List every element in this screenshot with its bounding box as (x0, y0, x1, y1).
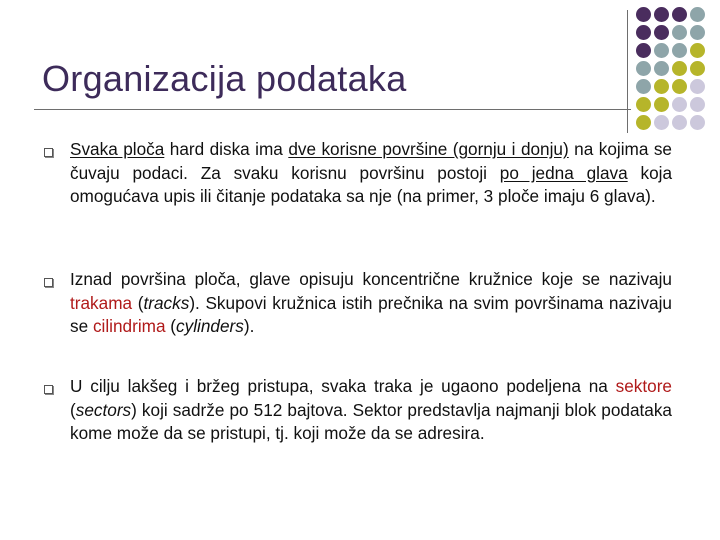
bullet-segment: cilindrima (92, 316, 166, 337)
bullet-segment: koja omogućava upis ili čitanje podataka sa nje (na primer, 3 ploče imaju 6 glava). (70, 162, 673, 207)
square-bullet-icon (44, 278, 53, 287)
decorative-dot (690, 61, 705, 76)
bullet-segment: U cilju lakšeg i bržeg pristupa, svaka traka je ugaono podeljena na (70, 376, 616, 396)
decorative-dot (654, 79, 669, 94)
decorative-dot (672, 7, 687, 22)
decorative-dot (654, 43, 669, 58)
decorative-dot (672, 43, 687, 58)
bullet-text (70, 138, 672, 209)
bullet-segment: ). (243, 316, 255, 337)
bullet-segment: na kojima se čuvaju podaci. Za svaku korisnu površinu postoji (70, 139, 672, 183)
bullet-segment: sectors (75, 399, 132, 420)
bullet-segment: ( (132, 292, 144, 313)
bullet-segment: po jedna glava (499, 162, 628, 183)
decorative-dot (654, 115, 669, 130)
decorative-dot (636, 25, 651, 40)
vertical-rule (627, 10, 628, 133)
decorative-dot (636, 115, 651, 130)
bullet-segment: cylinders (176, 316, 244, 337)
bullet-segment: Svaka ploča (70, 139, 165, 159)
decorative-dot (672, 61, 687, 76)
decorative-dot (672, 115, 687, 130)
decorative-dot (636, 7, 651, 22)
decorative-dot (636, 97, 651, 112)
decorative-dot (690, 115, 705, 130)
decorative-dot (654, 25, 669, 40)
bullet-segment: ( (165, 316, 177, 337)
bullet-segment: trakama (70, 292, 133, 313)
title-underline-rule (34, 109, 631, 110)
bullet-segment: hard diska ima (164, 139, 289, 159)
decorative-dot (690, 79, 705, 94)
decorative-dot (690, 7, 705, 22)
bullet-segment: ) koji sadrže po 512 bajtova. Sektor predstavlja najmanji blok podataka kome može da se pristupi, tj. koji može da se adresira. (70, 399, 672, 444)
bullet-text (70, 268, 672, 339)
decorative-dot (636, 79, 651, 94)
decorative-dot (672, 79, 687, 94)
bullet-segment: tracks (143, 292, 190, 313)
decorative-dot (690, 97, 705, 112)
decorative-dot (654, 97, 669, 112)
bullet-segment: Iznad površina ploča, glave opisuju koncentrične kružnice koje se nazivaju (70, 269, 672, 289)
decorative-dot (690, 43, 705, 58)
bullet-segment: sektore (615, 376, 672, 396)
decorative-dot (672, 25, 687, 40)
decorative-dot (654, 61, 669, 76)
bullet-segment: ). Skupovi kružnica istih prečnika na svim površinama nazivaju se (70, 292, 672, 337)
bullet-segment: ( (70, 399, 76, 420)
bullet-segment: dve korisne površine (gornju i donju) (288, 139, 569, 159)
square-bullet-icon (44, 148, 53, 157)
bullet-text (70, 375, 672, 446)
decorative-dot (636, 61, 651, 76)
decorative-dot (654, 7, 669, 22)
slide-title: Organizacija podataka (42, 58, 407, 99)
decorative-dot (636, 43, 651, 58)
square-bullet-icon (44, 385, 53, 394)
decorative-dot (672, 97, 687, 112)
decorative-dot (690, 25, 705, 40)
